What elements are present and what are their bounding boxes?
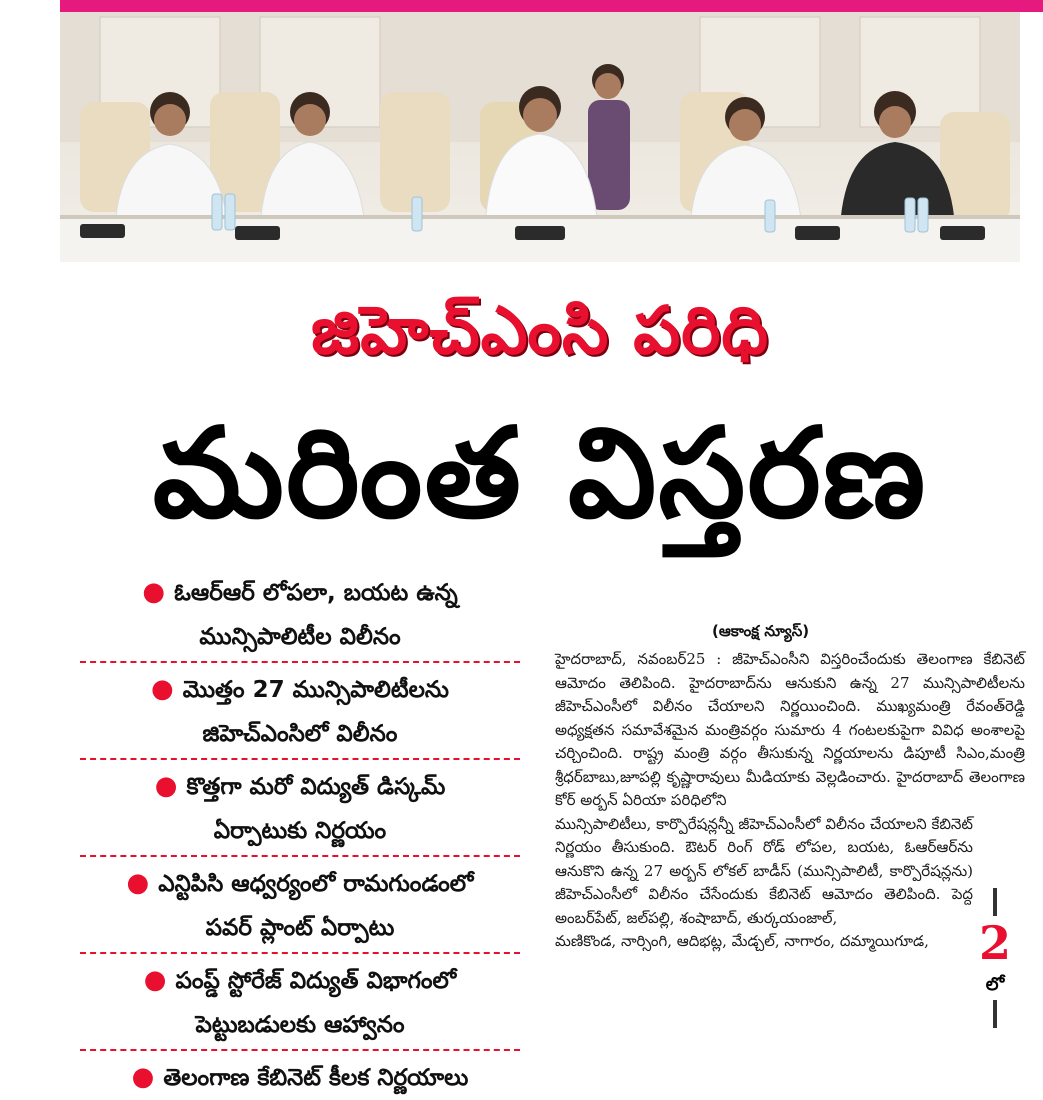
bullet-dot-icon: ●: [143, 965, 176, 995]
bullet-dot-icon: ●: [131, 1062, 164, 1092]
key-points-list: [60, 570, 540, 1090]
key-point-line: పెట్టుబడులకు ఆహ్వానం: [195, 1012, 405, 1038]
page-ref-suffix: లో: [985, 974, 1005, 995]
key-point-text: ఓఆర్ఆర్ లోపలా, బయట ఉన్న: [174, 580, 458, 606]
article-paragraph: మున్సిపాలిటీలు, కార్పొరేషన్లన్నీ జీహెచ్ఎంసీలో విలీనం చేయాలని కేబినెట్ నిర్ణయం తీసుకుంది. ఔటర్ రింగ్ రోడ్ లోపల, బయట, ఓఆర్ఆర్‌ను ఆనుకొని ఉన్న 27 అర్బన్ లోకల్ బాడీస్ (మున్సిపాలిటీ, కార్పొరేషన్లను) జీహెచ్ఎంసీలో విలీనం చేసేందుకు కేబినెట్ ఆమోదం తెలిపింది. పెద్ద అంబర్‌పేట్, జల్‌పల్లి, శంషాబాద్, తుర్కయంజాల్,: [555, 814, 973, 927]
headline-kicker: జిహెచ్ఎంసి పరిధి: [311, 292, 769, 369]
key-point-item: [60, 570, 540, 659]
key-point-text: ఎన్టిపిసి ఆధ్వర్యంలో రామగుండంలో: [158, 871, 474, 897]
bullet-dot-icon: ●: [142, 577, 175, 607]
key-point-item: [60, 1055, 540, 1100]
key-point-item: [60, 764, 540, 853]
dashed-divider: [80, 855, 520, 857]
key-point-line: పవర్ ప్లాంట్ ఏర్పాటు: [205, 915, 395, 941]
continued-page-reference: [972, 888, 1018, 1058]
news-photo-cabinet-meeting: [60, 12, 1020, 262]
page-ref-bar-top: [993, 888, 997, 916]
top-color-bar: [60, 0, 1043, 12]
dashed-divider: [80, 1049, 520, 1051]
key-point-line: [60, 861, 540, 906]
key-point-line: జిహెచ్ఎంసిలో విలీనం: [202, 721, 398, 747]
dashed-divider: [80, 952, 520, 954]
key-point-line: [60, 958, 540, 1003]
key-point-item: [60, 667, 540, 756]
news-source-credit: (ఆకాంక్ష న్యూస్): [712, 622, 810, 640]
dashed-divider: [80, 661, 520, 663]
key-point-line: [60, 764, 540, 809]
headline-main: మరింత విస్తరణ: [152, 402, 928, 546]
key-point-line: [60, 667, 540, 712]
dashed-divider: [80, 758, 520, 760]
key-point-item: [60, 958, 540, 1047]
key-point-line: [60, 1055, 540, 1100]
page-ref-number: 2: [978, 916, 1011, 970]
bullet-dot-icon: ●: [126, 868, 159, 898]
key-point-item: [60, 861, 540, 950]
page-ref-bar-bottom: [993, 1000, 997, 1028]
key-point-text: తెలంగాణ కేబినెట్ కీలక నిర్ణయాలు: [163, 1065, 469, 1091]
key-point-text: పంప్డ్ స్టోరేజ్ విద్యుత్ విభాగంలో: [175, 968, 457, 994]
key-point-line: [60, 570, 540, 615]
bullet-dot-icon: ●: [154, 771, 187, 801]
article-paragraph: హైదరాబాద్, నవంబర్25 : జీహెచ్ఎంసీని విస్తరించేందుకు తెలంగాణ కేబినెట్ ఆమోదం తెలిపింది. హైదరాబాద్‌ను ఆనుకుని ఉన్న 27 మున్సిపాలిటీలను జీహెచ్ఎంసీలో విలీనం చేయాలని నిర్ణయించింది. ముఖ్యమంత్రి రేవంత్‌రెడ్డి అధ్యక్షతన సమావేశమైన మంత్రివర్గం సుమారు 4 గంటలకుపైగా వివిధ అంశాలపై చర్చించింది. రాష్ట్ర మంత్రి వర్గం తీసుకున్న నిర్ణయాలను డిపూటీ సిఎం,మంత్రి శ్రీధర్‌బాబు,జూపల్లి కృష్ణారావులు మీడియాకు వెల్లడించారు. హైదరాబాద్ తెలంగాణ కోర్ అర్బన్ ఏరియా పరిధిలోని: [555, 650, 1025, 809]
article-body: [555, 648, 1025, 954]
bullet-dot-icon: ●: [150, 674, 183, 704]
headline-block: [60, 262, 1020, 562]
key-point-line: మున్సిపాలిటీల విలీనం: [199, 624, 401, 650]
key-point-text: మొత్తం 27 మున్సిపాలిటీలను: [182, 677, 450, 703]
article-paragraph: మణికొండ, నార్సింగి, ఆదిభట్ల, మేడ్చల్, నాగారం, దమ్మాయిగూడ,: [555, 932, 929, 950]
key-point-text: కొత్తగా మరో విద్యుత్ డిస్కమ్: [186, 774, 446, 800]
key-point-line: ఏర్పాటుకు నిర్ణయం: [213, 818, 387, 844]
